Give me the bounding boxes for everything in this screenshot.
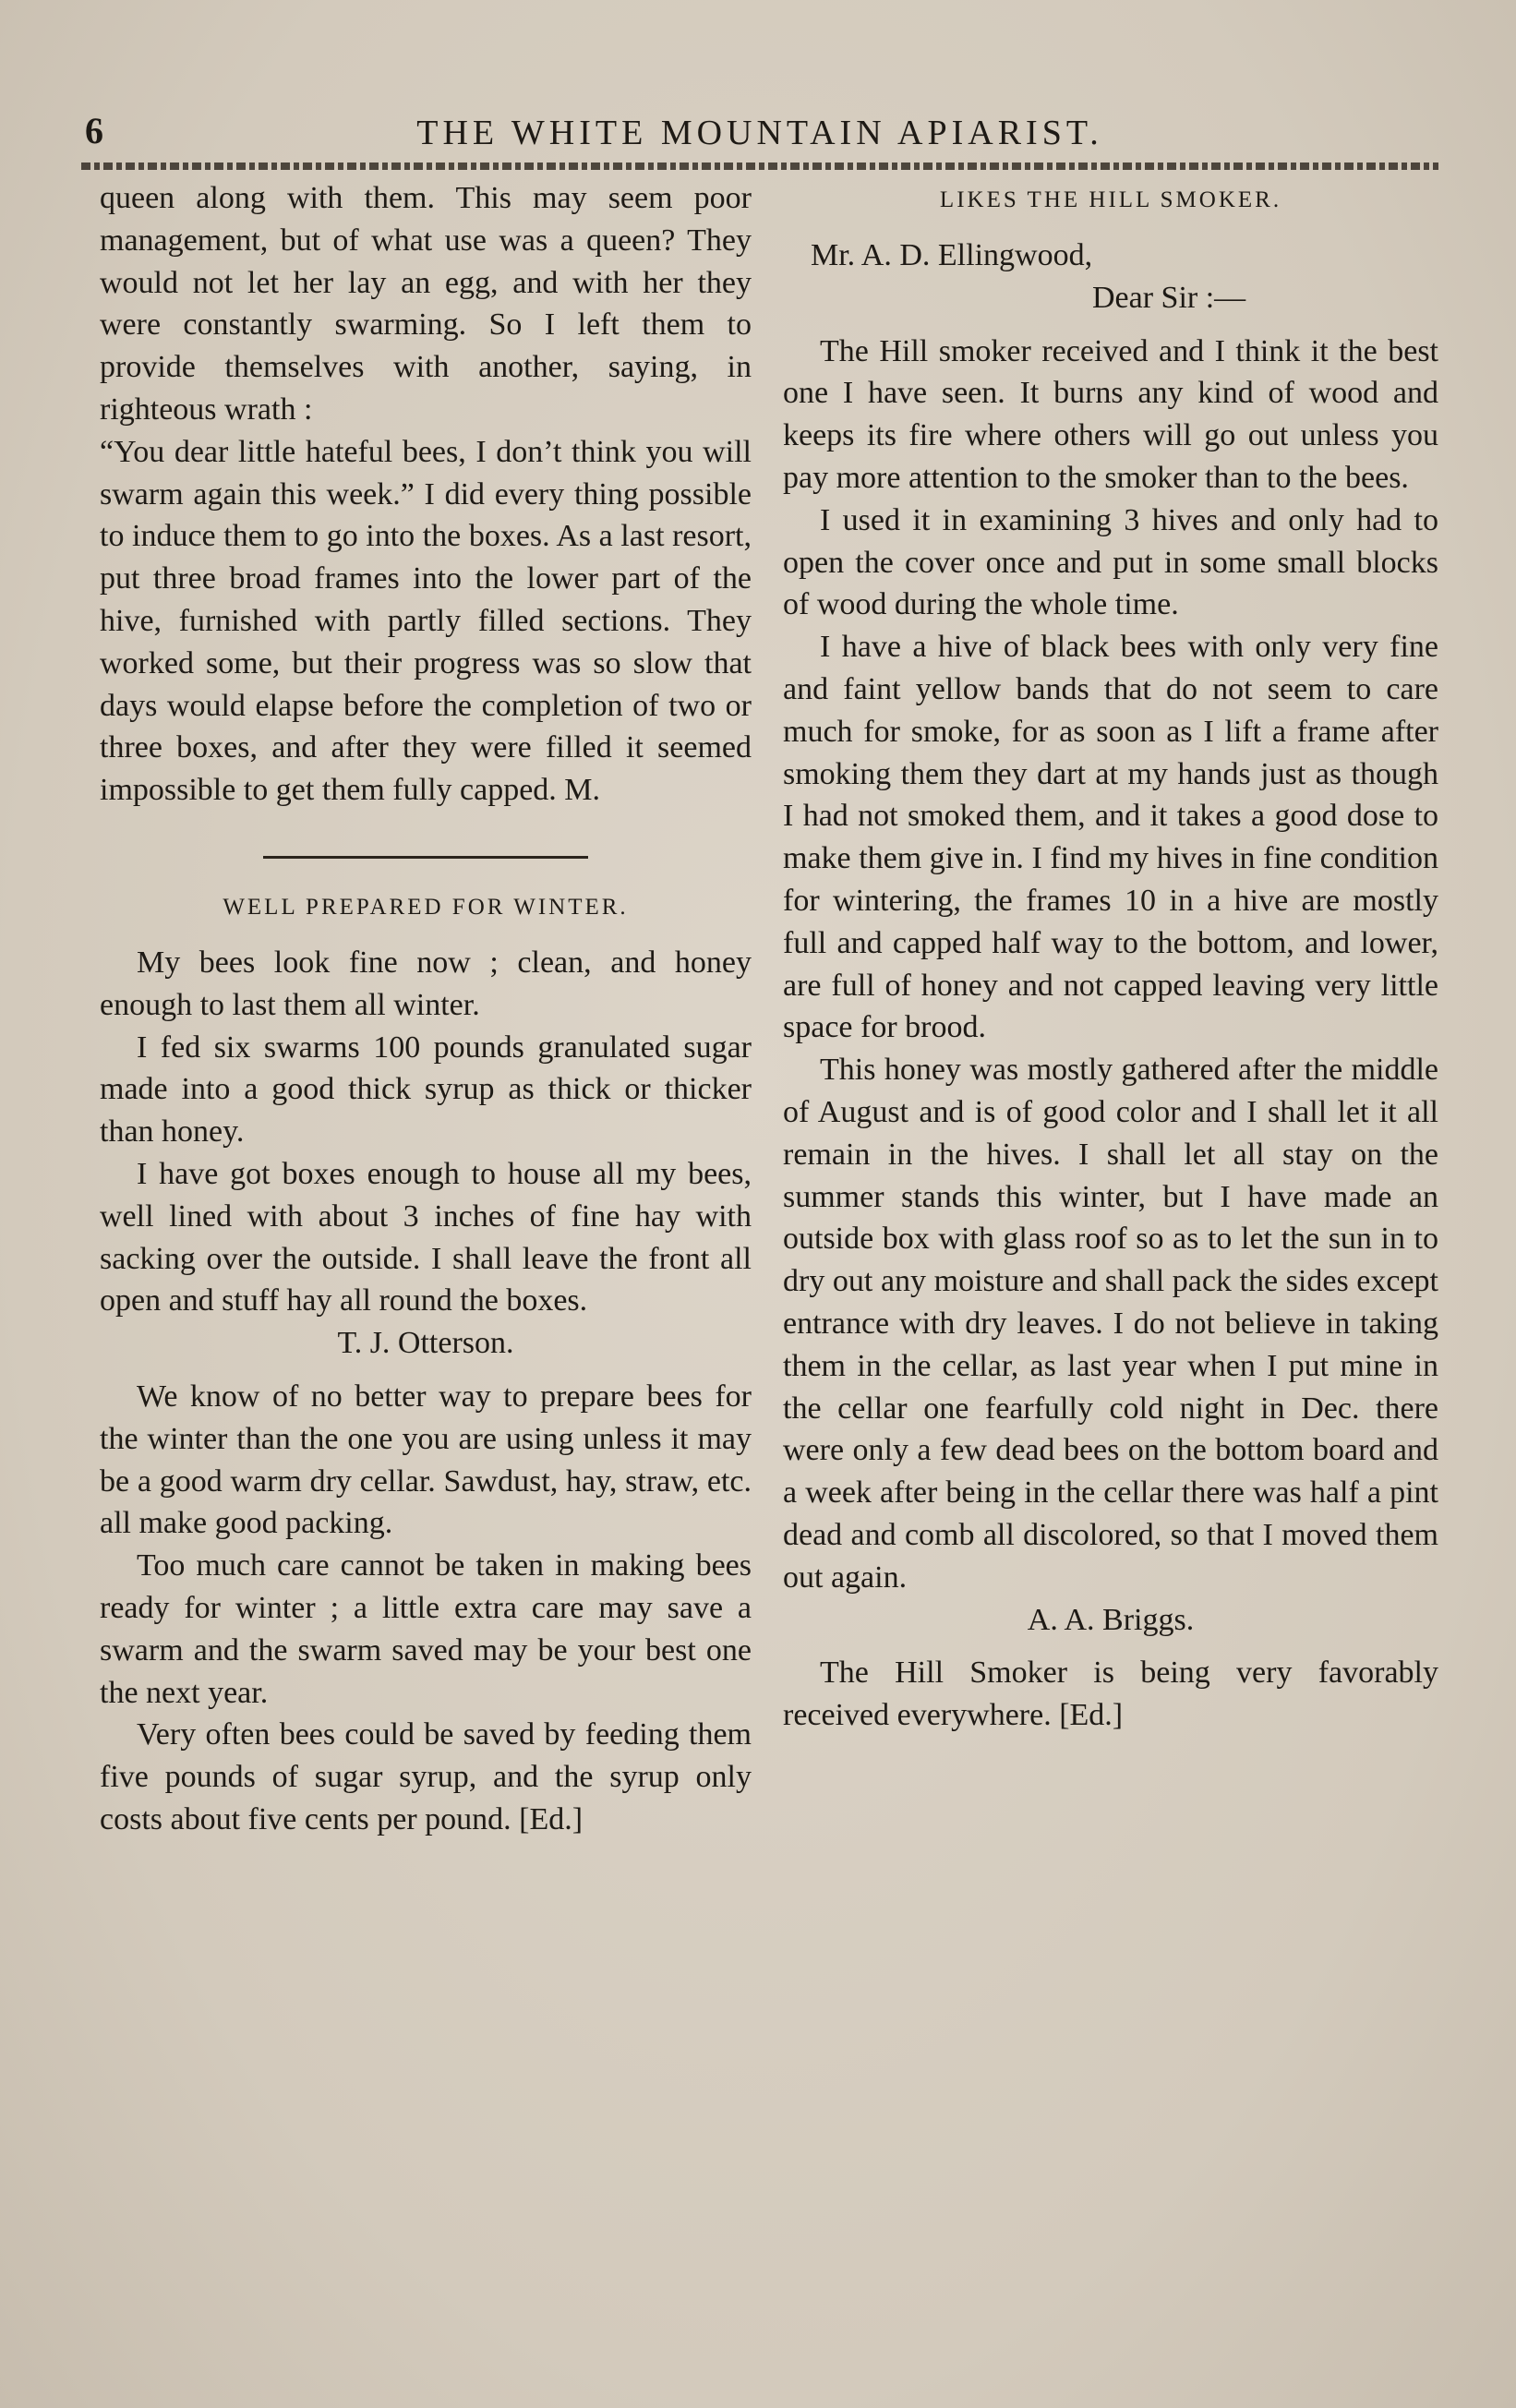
page-number: 6 (85, 110, 103, 151)
article-signature: T. J. Otterson. (337, 1326, 514, 1361)
salutation: Dear Sir :— (1092, 280, 1246, 315)
journal-title: THE WHITE MOUNTAIN APIARIST. (416, 114, 1103, 152)
letter-paragraph: I used it in examining 3 hives and only had to open the cover once and put in some small blocks of wood during the whole time. (783, 502, 1438, 622)
left-column (100, 177, 752, 1841)
article-heading: LIKES THE HILL SMOKER. (939, 187, 1282, 212)
continued-paragraph: “You dear little hateful bees, I don’t think you will swarm again this week.” I did every thing possible to induce them to go into the boxes. As a last resort, put three broad frames into the lower part of the hive, furnished with partly filled sections. They worked some, but their progress was so slow that days would elapse before the completion of two or three boxes, and after they were filled it seemed impossible to get them fully capped. M. (100, 434, 752, 808)
letter-paragraph: This honey was mostly gathered after the middle of August and is of good color and I shall let it all remain in the hives. I shall let all stay on the summer stands this winter, but I have made an outside box with glass roof so as to let the sun in to dry out any moisture and shall pack the sides except entrance with dry leaves. I do not believe in taking them in the cellar, as last year when I put mine in the cellar one fearfully cold night in Dec. there were only a few dead bees on the bottom board and a week after being in the cellar there was half a pint dead and comb all discolored, so that I moved them out again. (783, 1053, 1438, 1595)
editor-note: The Hill Smoker is being very favorably received everywhere. [Ed.] (783, 1656, 1438, 1733)
section-divider (263, 856, 588, 859)
editor-paragraph: We know of no better way to prepare bees for the winter than the one you are using unless it may be a good warm dry cellar. Sawdust, hay, straw, etc. all make good packing. (100, 1379, 752, 1541)
letter-paragraph: The Hill smoker received and I think it the best one I have seen. It burns any kind of wood and keeps its fire where others will go out unless you pay more attention to the smoker than to the bees. (783, 333, 1438, 495)
article-heading: WELL PREPARED FOR WINTER. (223, 894, 629, 920)
article-paragraph: I fed six swarms 100 pounds granulated sugar made into a good thick syrup as thick or thicker than honey. (100, 1029, 752, 1150)
article-paragraph: I have got boxes enough to house all my bees, well lined with about 3 inches of fine hay with sacking over the outside. I shall leave the front all open and stuff hay all round the boxes. (100, 1156, 752, 1318)
right-column (783, 177, 1438, 1737)
letter-paragraph: I have a hive of black bees with only very fine and faint yellow bands that do not seem to care much for smoke, for as soon as I lift a frame after smoking them they dart at my hands just as though I had not smoked them, and it takes a good dose to make them give in. I find my hives in fine condition for wintering, the frames 10 in a hive are mostly full and capped half way to the bottom, and lower, are full of honey and not capped leaving very little space for brood. (783, 630, 1438, 1045)
editor-paragraph: Too much care cannot be taken in making bees ready for winter ; a little extra care may save a swarm and the swarm saved may be your best one the next year. (100, 1548, 752, 1710)
page-header (81, 109, 1438, 157)
editor-paragraph: Very often bees could be saved by feeding them five pounds of sugar syrup, and the syrup only costs about five cents per pound. [Ed.] (100, 1717, 752, 1836)
continued-paragraph: queen along with them. This may seem poor management, but of what use was a queen? They would not let her lay an egg, and with her they were constantly swarming. So I left them to provide themselves with another, saying, in righteous wrath : (100, 181, 752, 427)
salutation-name: Mr. A. D. Ellingwood, (811, 238, 1093, 272)
header-rule (81, 163, 1438, 170)
letter-signature: A. A. Briggs. (1027, 1602, 1195, 1637)
article-paragraph: My bees look fine now ; clean, and honey enough to last them all winter. (100, 945, 752, 1022)
